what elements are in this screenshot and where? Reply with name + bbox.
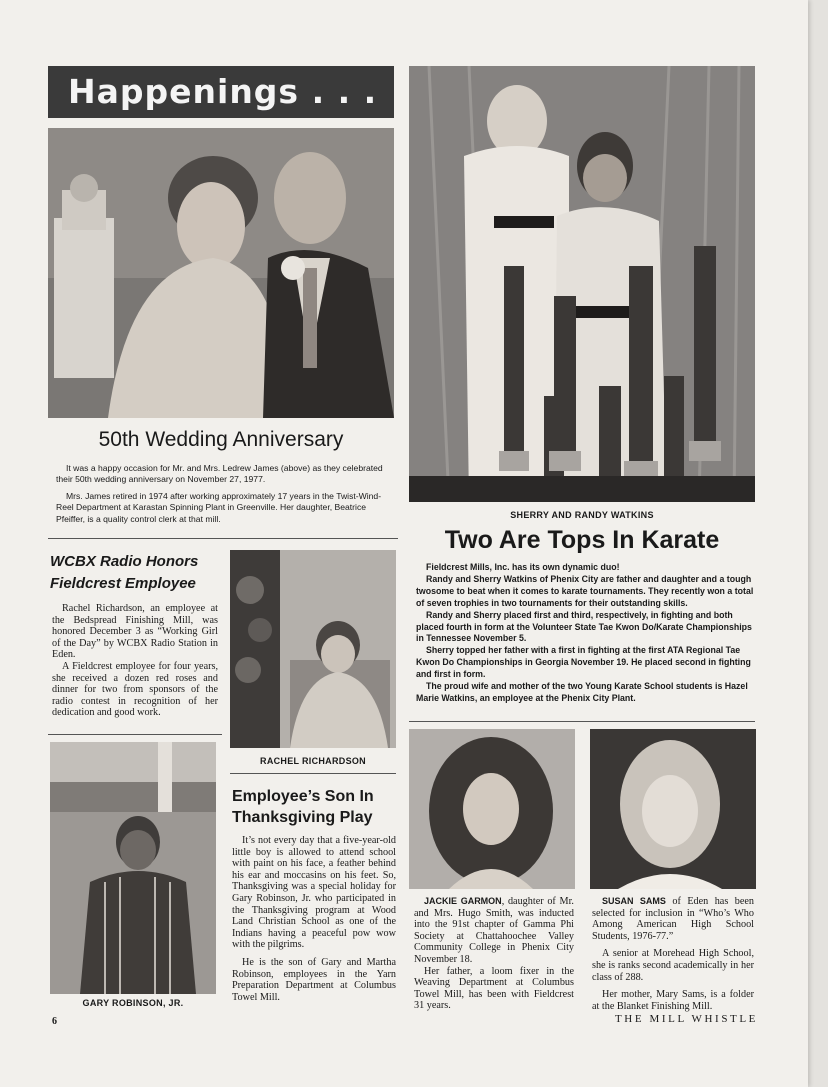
publication-name: THE MILL WHISTLE	[614, 1013, 758, 1025]
wcbx-headline-line: WCBX Radio Honors	[50, 553, 199, 570]
susan-paragraph: Her mother, Mary Sams, is a folder at the Blanket Finishing Mill.	[592, 989, 754, 1012]
jackie-garmon-photo	[409, 729, 575, 889]
rachel-richardson-photo	[230, 550, 396, 748]
thanksgiving-article	[232, 835, 396, 1003]
jackie-paragraph	[414, 896, 574, 966]
happenings-banner	[48, 66, 394, 118]
jackie-paragraph: Her father, a loom fixer in the Weaving Department at Columbus Towel Mill, has been with Fieldcrest 31 years.	[414, 965, 574, 1012]
karate-paragraph: The proud wife and mother of the two Young Karate School students is Hazel Marie Watkins, an employee at the Phenix City Plant.	[416, 681, 748, 703]
thanksgiving-headline-line: Thanksgiving Play	[232, 809, 373, 826]
divider	[48, 538, 398, 539]
page-number: 6	[52, 1016, 57, 1027]
susan-paragraph: A senior at Morehead High School, she is ranks second academically in her class of 288.	[592, 948, 754, 983]
jackie-name: JACKIE GARMON	[424, 896, 502, 906]
divider	[48, 734, 222, 735]
karate-paragraph: Sherry topped her father with a first in fighting at the first ATA Regional Tae Kwon Do Championships in Georgia November 19. He placed second in fighting and first in form.	[416, 645, 751, 680]
wcbx-headline-line: Fieldcrest Employee	[50, 575, 196, 592]
susan-text: of Eden has been selected for inclusion in “Who’s Who Among American High School Students, 1976-77.”	[592, 896, 754, 942]
susan-sams-photo	[590, 729, 756, 889]
wcbx-paragraph: Rachel Richardson, an employee at the Bedspread Finishing Mill, was honored December 3 as “Working Girl of the Day” by WCBX Radio Station in Eden.	[52, 603, 218, 661]
wcbx-headline	[50, 551, 225, 595]
divider	[409, 721, 755, 722]
wedding-paragraph: Mrs. James retired in 1974 after working approximately 17 years in the Twist-Wind-Reel Department at Karastan Spinning Plant in Greenville. Her daughter, Beatrice Pfeiffer, is a quality control clerk at that mill.	[56, 490, 382, 524]
karate-paragraph: Randy and Sherry Watkins of Phenix City are father and daughter and a tough twosome to beat when it comes to karate tournaments. They recently won a total of seven trophies in two tournaments for their outstanding skills.	[416, 573, 754, 608]
karate-photo-caption: SHERRY AND RANDY WATKINS	[510, 510, 654, 520]
wedding-headline: 50th Wedding Anniversary	[98, 428, 344, 451]
thanksgiving-paragraph: He is the son of Gary and Martha Robinson, employees in the Yarn Preparation Department at Columbus Towel Mill.	[232, 956, 396, 1003]
gary-photo-caption: GARY ROBINSON, JR.	[82, 998, 184, 1008]
karate-paragraph: Fieldcrest Mills, Inc. has its own dynamic duo!	[426, 562, 620, 572]
wcbx-paragraph: A Fieldcrest employee for four years, she received a dozen red roses and dinner for two from sponsors of the radio contest in recognition of her dedication and good work.	[52, 660, 218, 719]
divider	[230, 773, 396, 774]
wedding-paragraph: It was a happy occasion for Mr. and Mrs. Ledrew James (above) as they celebrated their 50th wedding anniversary on November 27, 1977.	[56, 463, 383, 485]
jackie-text: , daughter of Mr. and Mrs. Hugo Smith, was inducted into the 91st chapter of Gamma Phi Society at Chattahoochee Valley Community College in Phenix City November 18.	[414, 896, 574, 965]
thanksgiving-headline	[232, 786, 398, 828]
wedding-article	[56, 463, 390, 525]
thanksgiving-paragraph: It’s not every day that a five-year-old little boy is allowed to attend school with paint on his face, a feather behind his ear and moccasins on his feet. So, Thanksgiving was a special holiday for Gary Robinson, Jr. who participated in the Thanksgiving program at Wood Land Christian School as one of the Indians having a peaceful pow wow with the pilgrims.	[232, 835, 396, 951]
banner-title: Happenings . . .	[68, 72, 378, 111]
susan-name: SUSAN SAMS	[602, 896, 666, 906]
wedding-couple-photo	[48, 128, 394, 418]
karate-trophies-photo	[409, 66, 755, 502]
karate-paragraph: Randy and Sherry placed first and third, respectively, in fighting and both placed fourth in form at the Volunteer State Tae Kwon Do/Karate Championships in Tennessee November 5.	[416, 609, 752, 644]
karate-article	[416, 562, 754, 705]
susan-article	[592, 896, 754, 1012]
gary-robinson-photo	[50, 742, 216, 994]
jackie-article	[414, 896, 574, 1012]
karate-headline: Two Are Tops In Karate	[444, 526, 720, 554]
wcbx-article	[52, 603, 218, 719]
thanksgiving-headline-line: Employee’s Son In	[232, 788, 374, 805]
susan-paragraph	[592, 896, 754, 942]
rachel-photo-caption: RACHEL RICHARDSON	[260, 756, 366, 766]
